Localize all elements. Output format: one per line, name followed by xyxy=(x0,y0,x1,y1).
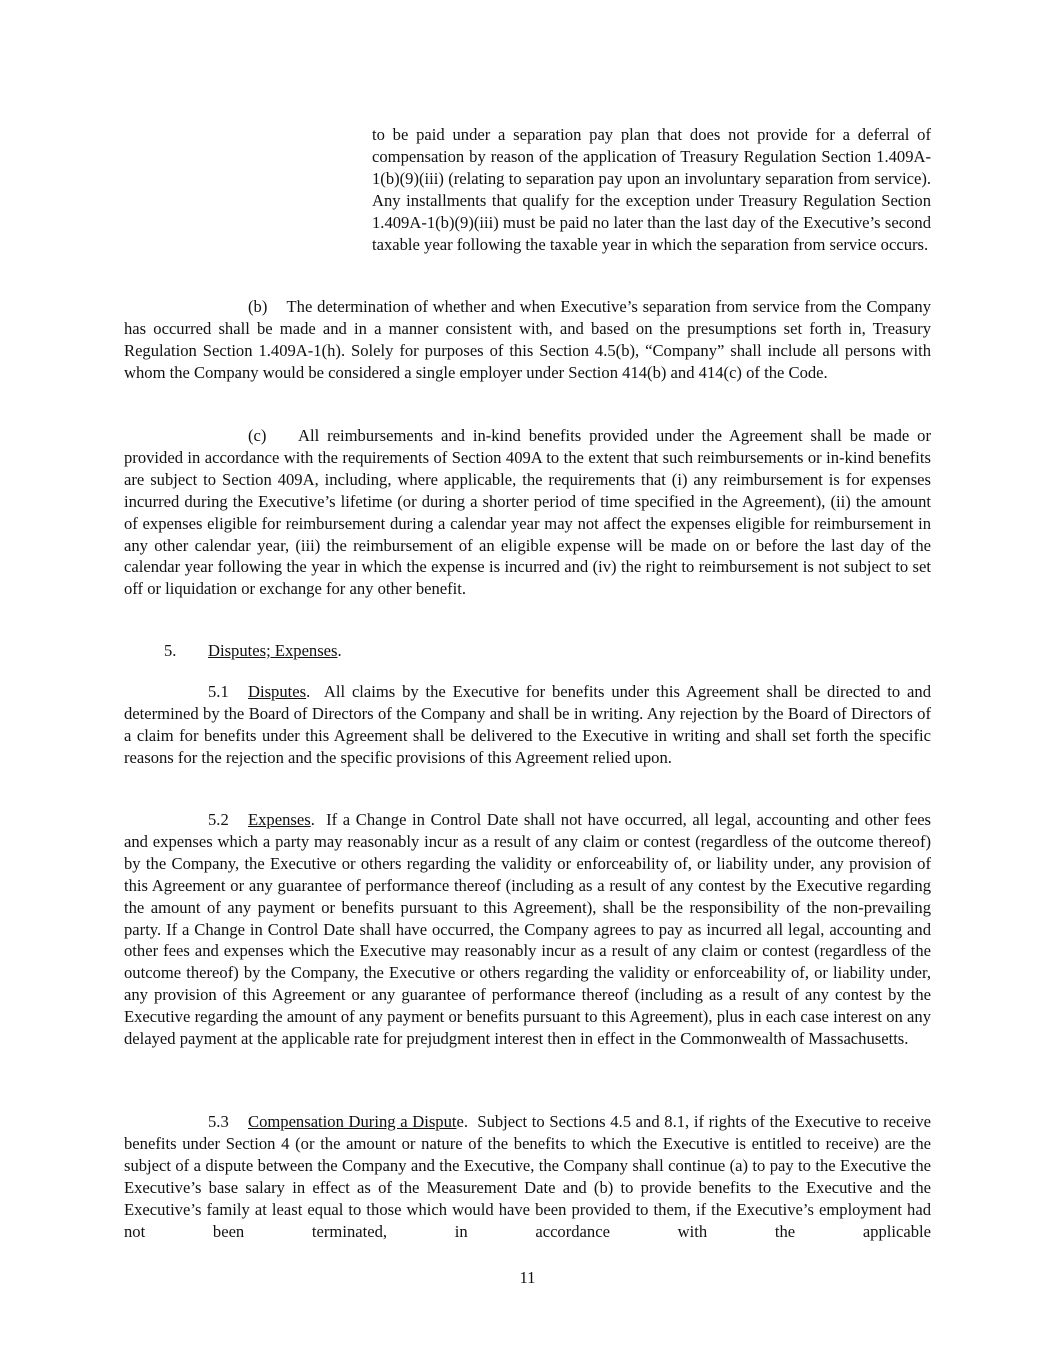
section-5-number: 5. xyxy=(164,641,177,660)
section-5-1-text: All claims by the Executive for benefits under this Agreement shall be directed to and determined by the Board of Directors of the Company and shall be in writing. Any rejection by the Board of Directors of a claim for benefits under this Agreement shall be delivered to the Executive in writing and shall set forth the specific reasons for the rejection and the specific provisions of this Agreement relied upon. xyxy=(124,682,932,767)
section-5-3-title-rest: e. xyxy=(456,1112,469,1131)
page-number: 11 xyxy=(519,1268,536,1287)
paragraph-c xyxy=(124,425,931,600)
section-5-1-number: 5.1 xyxy=(208,682,229,701)
paragraph-b-label: (b) xyxy=(248,297,268,316)
section-5-3-title: Compensation During a Disput xyxy=(248,1112,457,1131)
section-5-2-title: Expenses xyxy=(248,810,311,829)
paragraph-b-text: The determination of whether and when Executive’s separation from service from the Company has occurred shall be made and in a manner consistent with, and based on the presumptions set forth in, Treasury Regulation Section 1.409A-1(h). Solely for purposes of this Section 4.5(b), “Company” shall include all persons with whom the Company would be considered a single employer under Section 414(b) and 414(c) of the Code. xyxy=(124,297,931,382)
section-5-2-text: If a Change in Control Date shall not have occurred, all legal, accounting and other fees and expenses which a party may reasonably incur as a result of any claim or contest (regardless of the outcome thereof) by the Company, the Executive or others regarding the validity or enforceability of, or liability under, any provision of this Agreement or any guarantee of performance thereof (including as a result of any contest by the Executive regarding the amount of any payment or benefits pursuant to this Agreement), shall be the responsibility of the non-prevailing party. If a Change in Control Date shall have occurred, the Company agrees to pay as incurred all legal, accounting and other fees and expenses which the Executive may reasonably incur as a result of any claim or contest (regardless of the outcome thereof) by the Company, the Executive or others regarding the validity or enforceability of, or liability under, any provision of this Agreement or any guarantee of performance thereof (including as a result of any contest by the Executive regarding the amount of any payment or benefits pursuant to this Agreement), plus in each case interest on any delayed payment at the applicable rate for prejudgment interest then in effect in the Commonwealth of Massachusetts. xyxy=(124,810,932,1049)
section-5-3-text: Subject to Sections 4.5 and 8.1, if rights of the Executive to receive benefits under Section 4 (or the amount or nature of the benefits to which the Executive is entitled to receive) are the subject of a dispute between the Company and the Executive, the Company shall continue (a) to pay to the Executive the Executive’s base salary in effect as of the Measurement Date and (b) to provide benefits to the Executive and the Executive’s family at least equal to those which would have been provided to them, if the Executive’s employment had not been terminated, in accordance with the applicable xyxy=(124,1112,931,1241)
section-5-3-number: 5.3 xyxy=(208,1112,229,1131)
section-5-title-suffix: . xyxy=(337,641,342,660)
section-5-2-number: 5.2 xyxy=(208,810,229,829)
continuation-paragraph: to be paid under a separation pay plan that does not provide for a deferral of compensation by reason of the application of Treasury Regulation Section 1.409A-1(b)(9)(iii) (relating to separation pay upon an involuntary separation from service). Any installments that qualify for the exception under Treasury Regulation Section 1.409A-1(b)(9)(iii) must be paid no later than the last day of the Executive’s second taxable year following the taxable year in which the separation from service occurs. xyxy=(372,125,931,254)
section-5-1-title: Disputes xyxy=(248,682,307,701)
section-5-1 xyxy=(124,681,931,769)
section-5-2 xyxy=(124,809,931,1050)
section-5-3 xyxy=(124,1111,931,1242)
paragraph-c-text: All reimbursements and in-kind benefits provided under the Agreement shall be made or provided in accordance with the requirements of Section 409A to the extent that such reimbursements or in-kind benefits are subject to Section 409A, including, where applicable, the requirements that (i) any reimbursement is for expenses incurred during the Executive’s lifetime (or during a shorter period of time specified in the Agreement), (ii) the amount of expenses eligible for reimbursement during a calendar year may not affect the expenses eligible for reimbursement in any other calendar year, (iii) the reimbursement of an eligible expense will be made on or before the last day of the calendar year following the year in which the expense is incurred and (iv) the right to reimbursement is not subject to set off or liquidation or exchange for any other benefit. xyxy=(124,426,931,599)
section-5-1-title-suffix: . xyxy=(306,682,311,701)
section-5-heading xyxy=(164,640,564,662)
section-5-title: Disputes; Expenses xyxy=(208,641,338,660)
section-5-2-title-suffix: . xyxy=(310,810,315,829)
paragraph-b xyxy=(124,296,931,384)
paragraph-c-label: (c) xyxy=(248,426,267,445)
